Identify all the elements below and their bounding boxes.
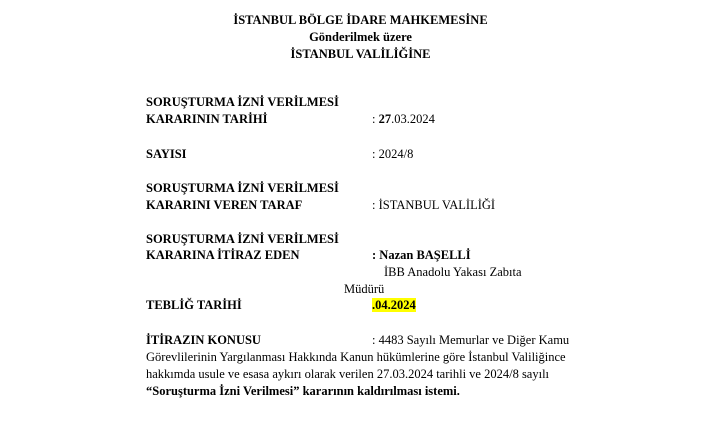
- decision-date-day: 27: [378, 112, 392, 126]
- objection-line-4: “Soruşturma İzni Verilmesi” kararının kaldırılması istemi.: [146, 384, 460, 398]
- objector-label-2: KARARINA İTİRAZ EDEN: [146, 248, 300, 262]
- court-heading: İSTANBUL BÖLGE İDARE MAHKEMESİNE: [233, 13, 488, 27]
- notification-date-highlight: .04.2024: [372, 298, 416, 312]
- objection-line-3: hakkımda usule ve esasa aykırı olarak verilen 27.03.2024 tarihli ve 2024/8 sayılı: [146, 367, 550, 381]
- issuer-label-2: KARARINI VEREN TARAF: [146, 198, 303, 212]
- objector-title-2: Müdürü: [344, 282, 385, 296]
- objection-label: İTİRAZIN KONUSU: [146, 333, 261, 347]
- governorship-heading: İSTANBUL VALİLİĞİNE: [290, 47, 431, 61]
- objector-title-1: İBB Anadolu Yakası Zabıta: [384, 265, 522, 279]
- issuer-label-1: SORUŞTURMA İZNİ VERİLMESİ: [146, 181, 339, 195]
- notification-date-value: [372, 298, 416, 313]
- number-value: : 2024/8: [372, 147, 414, 161]
- decision-date-value: [372, 112, 435, 127]
- objector-name: : Nazan BAŞELLİ: [372, 248, 471, 262]
- objector-label-1: SORUŞTURMA İZNİ VERİLMESİ: [146, 232, 339, 246]
- decision-date-rest: .03.2024: [391, 112, 435, 126]
- objection-line-2: Görevlilerinin Yargılanması Hakkında Kanun hükümlerine göre İstanbul Valiliğince: [146, 350, 566, 364]
- decision-date-label-1: SORUŞTURMA İZNİ VERİLMESİ: [146, 95, 339, 109]
- decision-date-colon: :: [372, 112, 379, 126]
- issuer-value: : İSTANBUL VALİLİĞİ: [372, 198, 496, 212]
- objection-line-1: : 4483 Sayılı Memurlar ve Diğer Kamu: [372, 333, 570, 347]
- decision-date-label-2: KARARININ TARİHİ: [146, 112, 268, 126]
- notification-date-label: TEBLİĞ TARİHİ: [146, 298, 242, 312]
- forwarding-note: Gönderilmek üzere: [309, 30, 412, 44]
- number-label: SAYISI: [146, 147, 187, 161]
